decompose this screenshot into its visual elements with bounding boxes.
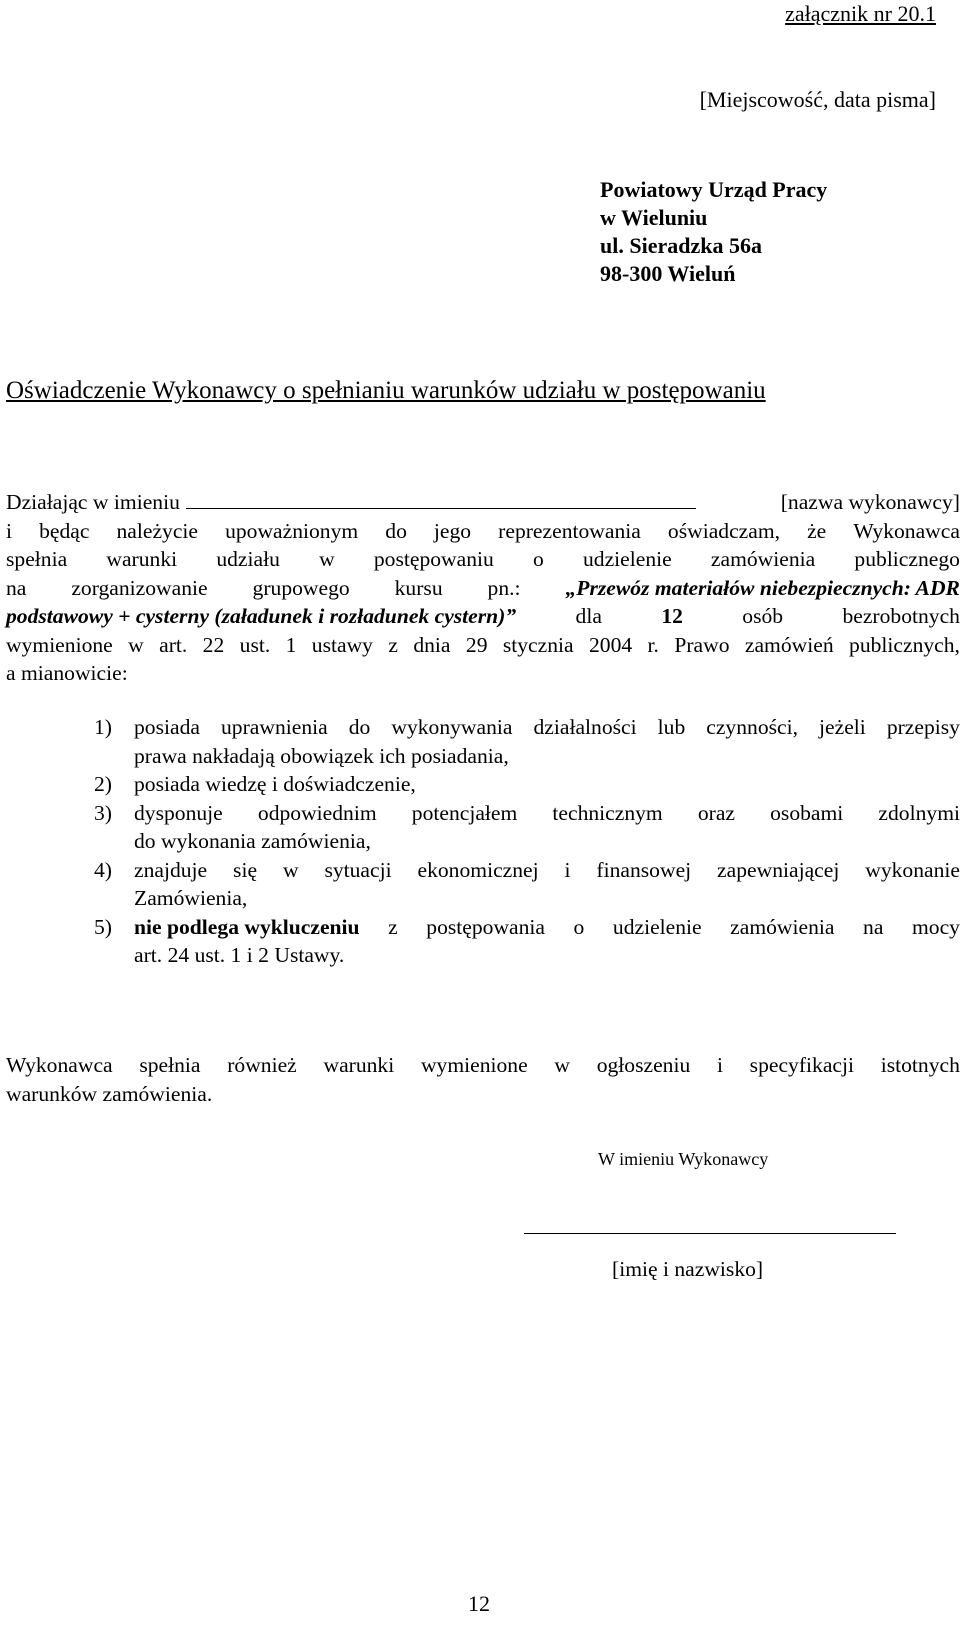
word: Wykonawca: [853, 518, 960, 543]
word: r.: [647, 632, 659, 657]
list-item-line: posiada wiedzę i doświadczenie,: [134, 772, 416, 796]
word: i: [564, 857, 571, 882]
addressee-line-2: w Wieluniu: [600, 205, 708, 230]
list-item-line: [134, 856, 960, 885]
word: zamówienia: [710, 547, 816, 571]
l5-r1: bezrobotnych: [842, 604, 960, 628]
word: postępowania: [426, 914, 545, 939]
l4-w0: na: [6, 575, 27, 600]
paragraph-line-4: [6, 574, 960, 603]
word: o: [573, 914, 585, 939]
word: warunki: [106, 547, 178, 571]
signature-line: [524, 1233, 896, 1234]
word: ekonomicznej: [417, 857, 539, 882]
word: 22: [202, 632, 225, 657]
list-number: 1): [94, 715, 112, 739]
word: lub: [657, 715, 686, 739]
word: w: [128, 632, 144, 657]
word: również: [227, 1053, 297, 1077]
word: ogłoszeniu: [596, 1053, 691, 1077]
list-item-line: do wykonania zamówienia,: [134, 829, 371, 853]
l4-w4: pn.:: [487, 575, 521, 600]
l4-w2: grupowego: [252, 575, 350, 600]
paragraph-line-2: [6, 517, 960, 546]
word: art.: [159, 632, 188, 657]
word: wymienione: [6, 632, 113, 657]
word: że: [807, 518, 827, 543]
word: istotnych: [880, 1053, 960, 1077]
word: oświadczam,: [667, 518, 781, 543]
list-item: [94, 713, 960, 770]
word: sytuacji: [324, 857, 392, 882]
word: uprawnienia: [220, 715, 328, 739]
contractor-name-placeholder: [nazwa wykonawcy]: [780, 490, 960, 514]
word: osobami: [770, 800, 844, 825]
word: udzielenie: [612, 914, 702, 939]
addressee-block: [600, 176, 827, 288]
word: publicznego: [854, 547, 960, 571]
word: i: [716, 1053, 723, 1077]
word: publicznych,: [849, 632, 960, 657]
word: ust.: [239, 632, 271, 657]
addressee-line-1: Powiatowy Urząd Pracy: [600, 177, 828, 202]
word: 2004: [588, 632, 633, 657]
annex-label: załącznik nr 20.1: [785, 1, 936, 26]
course-name-part-2: podstawowy + cysterny (załadunek i rozładunek cystern)”: [6, 604, 517, 628]
declaration-paragraph: [6, 488, 960, 688]
list-number: 3): [94, 800, 112, 825]
list-item-line: Zamówienia,: [134, 886, 248, 910]
word: reprezentowania: [498, 518, 641, 543]
word: przepisy: [886, 715, 960, 739]
list-item: [94, 913, 960, 970]
paragraph-line-5: [6, 602, 960, 631]
word: jego: [433, 518, 472, 543]
page-number: 12: [468, 1591, 490, 1616]
word: dysponuje: [134, 800, 223, 825]
l4-w3: kursu: [394, 575, 443, 600]
word: specyfikacji: [749, 1053, 854, 1077]
word: z: [388, 914, 398, 939]
list-item-line: prawa nakładają obowiązek ich posiadania,: [134, 743, 509, 768]
closing-line-1: [6, 1051, 960, 1080]
word: Prawo: [674, 632, 730, 657]
paragraph-line-7: a mianowicie:: [6, 661, 128, 685]
paragraph-line-6: [6, 631, 960, 660]
closing-line-2: warunków zamówienia.: [6, 1081, 213, 1106]
word: czynności,: [706, 715, 799, 739]
l5-dla: dla: [575, 604, 602, 628]
word: w: [319, 547, 335, 571]
word: potencjałem: [411, 800, 518, 825]
word: finansowej: [596, 857, 692, 882]
word: ustawy: [311, 632, 373, 657]
word: 1: [285, 632, 297, 657]
word: zapewniającej: [717, 857, 840, 882]
list-item: [94, 856, 960, 913]
word: z: [388, 632, 398, 657]
participant-count: 12: [661, 604, 683, 628]
word: postępowaniu: [373, 547, 494, 571]
word: do: [348, 715, 371, 739]
word: zamówień: [744, 632, 834, 657]
word: 29: [465, 632, 488, 657]
list-item-line: [134, 913, 960, 942]
word: oraz: [697, 800, 736, 825]
word: posiada: [134, 715, 200, 739]
list-number: 5): [94, 914, 112, 939]
word: i: [6, 518, 12, 543]
word: wykonanie: [865, 857, 960, 882]
word: do: [385, 518, 407, 543]
list-item-line: [134, 799, 960, 828]
l5-r0: osób: [742, 604, 784, 628]
document-title: Oświadczenie Wykonawcy o spełnianiu warunków udziału w postępowaniu: [6, 377, 766, 404]
signature-label: W imieniu Wykonawcy: [598, 1149, 769, 1169]
word: będąc: [39, 518, 90, 543]
word: się: [233, 857, 258, 882]
list-item-line: [134, 713, 960, 742]
place-date-placeholder: [Miejscowość, data pisma]: [699, 87, 936, 112]
contractor-name-blank: [186, 488, 696, 509]
word: dnia: [413, 632, 451, 657]
acting-on-behalf: Działając w imieniu: [6, 488, 696, 517]
word: działalności: [533, 715, 637, 739]
list-number: 4): [94, 857, 112, 882]
word: technicznym: [552, 800, 663, 825]
addressee-line-3: ul. Sieradzka 56a: [600, 233, 762, 258]
word: wymienione: [420, 1053, 528, 1077]
paragraph-line-3: [6, 545, 960, 574]
exclusion-phrase: nie podlega wykluczeniu: [134, 914, 360, 939]
closing-paragraph: [6, 1051, 960, 1108]
word: upoważnionym: [225, 518, 359, 543]
list-item: [94, 770, 960, 799]
word: warunki: [323, 1053, 395, 1077]
word: na: [863, 914, 884, 939]
list-item-line: art. 24 ust. 1 i 2 Ustawy.: [134, 943, 345, 967]
word: Wykonawca: [6, 1053, 113, 1077]
word: należycie: [116, 518, 198, 543]
signature-name-placeholder: [imię i nazwisko]: [612, 1257, 764, 1281]
word: znajduje: [134, 857, 208, 882]
word: spełnia: [139, 1053, 201, 1077]
l4-w1: zorganizowanie: [71, 575, 208, 600]
word: udziału: [216, 547, 280, 571]
word: w: [282, 857, 299, 882]
word: jeżeli: [819, 715, 866, 739]
word: o: [533, 547, 544, 571]
list-item: [94, 799, 960, 856]
list-number: 2): [94, 772, 112, 796]
word: mocy: [911, 914, 960, 939]
word: odpowiednim: [257, 800, 377, 825]
addressee-line-4: 98-300 Wieluń: [600, 261, 736, 286]
word: spełnia: [6, 547, 68, 571]
word: zamówienia: [730, 914, 835, 939]
word: wykonywania: [391, 715, 513, 739]
paragraph-line-1: [6, 488, 960, 517]
word: udzielenie: [582, 547, 672, 571]
word: w: [554, 1053, 570, 1077]
word: zdolnymi: [878, 800, 960, 825]
word: stycznia: [502, 632, 574, 657]
course-name-part-1: „Przewóz materiałów niebezpiecznych: ADR: [565, 575, 960, 600]
conditions-list: [94, 713, 960, 970]
